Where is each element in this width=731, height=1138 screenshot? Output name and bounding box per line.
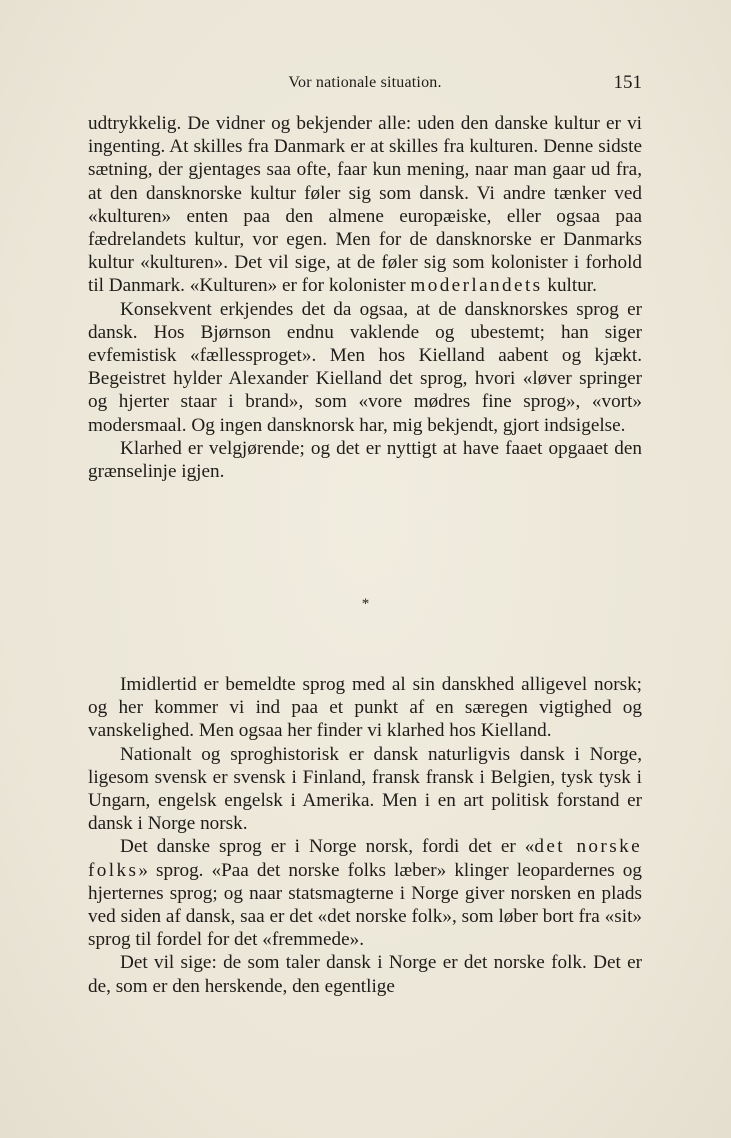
emphasized-text: moderlandets [410, 275, 543, 297]
section-separator: * [361, 596, 370, 612]
paragraph [88, 835, 642, 951]
paragraph: Klarhed er velgjørende; og det er nyttigt at have faaet opgaaet den grænselinje igjen. [88, 437, 642, 483]
paragraph [88, 112, 642, 298]
paragraph-text: » sprog. «Paa det norske folks læber» klinger leopardernes og hjerternes sprog; og naar statsmagterne i Norge giver norsken en plads ved siden af dansk, saa er det «det norske folk», som løber bort fra «sit» sprog til fordel for det «fremmede». [88, 859, 642, 951]
page-number: 151 [613, 72, 642, 93]
paragraph: Nationalt og sproghistorisk er dansk naturligvis dansk i Norge, ligesom svensk er svensk i Finland, fransk fransk i Belgien, tysk tysk i Ungarn, engelsk engelsk i Amerika. Men i en art politisk forstand er dansk i Norge norsk. [88, 743, 642, 835]
paragraph-text: Det danske sprog er i Norge norsk, fordi det er « [120, 836, 535, 858]
text-section-1 [88, 112, 642, 483]
page-header [88, 72, 642, 98]
paragraph-text: udtrykkelig. De vidner og bekjender alle: uden den danske kultur er vi ingenting. At skilles fra Danmark er at skilles fra kulturen. Denne sidste sætning, der gjentages saa ofte, faar kun mening, naar man gaar ud fra, at den dansknorske kultur føler sig som dansk. Vi andre tænker ved «kulturen» enten paa den almene europæiske, eller ogsaa paa fædrelandets kultur, vor egen. Men for de dansknorske er Danmarks kultur «kulturen». Det vil sige, at de føler sig som kolonister i forhold til Danmark. «Kulturen» er for kolonister [88, 113, 642, 297]
emphasized-text: det norske folks [88, 836, 642, 881]
paragraph-text: kultur. [542, 275, 597, 297]
running-title: Vor nationale situation. [288, 74, 442, 91]
text-section-2 [88, 673, 642, 998]
paragraph: Konsekvent erkjendes det da ogsaa, at de dansknorskes sprog er dansk. Hos Bjørnson endnu vaklende og ubestemt; han siger evfemistisk «fællessproget». Men hos Kielland aabent og kjækt. Begeistret hylder Alexander Kielland det sprog, hvori «løver springer og hjerter staar i brand», som «vore mødres fine sprog», «vort» modersmaal. Og ingen dansknorsk har, mig bekjendt, gjort indsigelse. [88, 298, 642, 436]
paragraph: Det vil sige: de som taler dansk i Norge er det norske folk. Det er de, som er den herskende, den egentlige [88, 952, 642, 997]
paragraph: Imidlertid er bemeldte sprog med al sin danskhed alligevel norsk; og her kommer vi ind paa et punkt af en særegen vigtighed og vanskelighed. Men ogsaa her finder vi klarhed hos Kielland. [88, 674, 642, 742]
